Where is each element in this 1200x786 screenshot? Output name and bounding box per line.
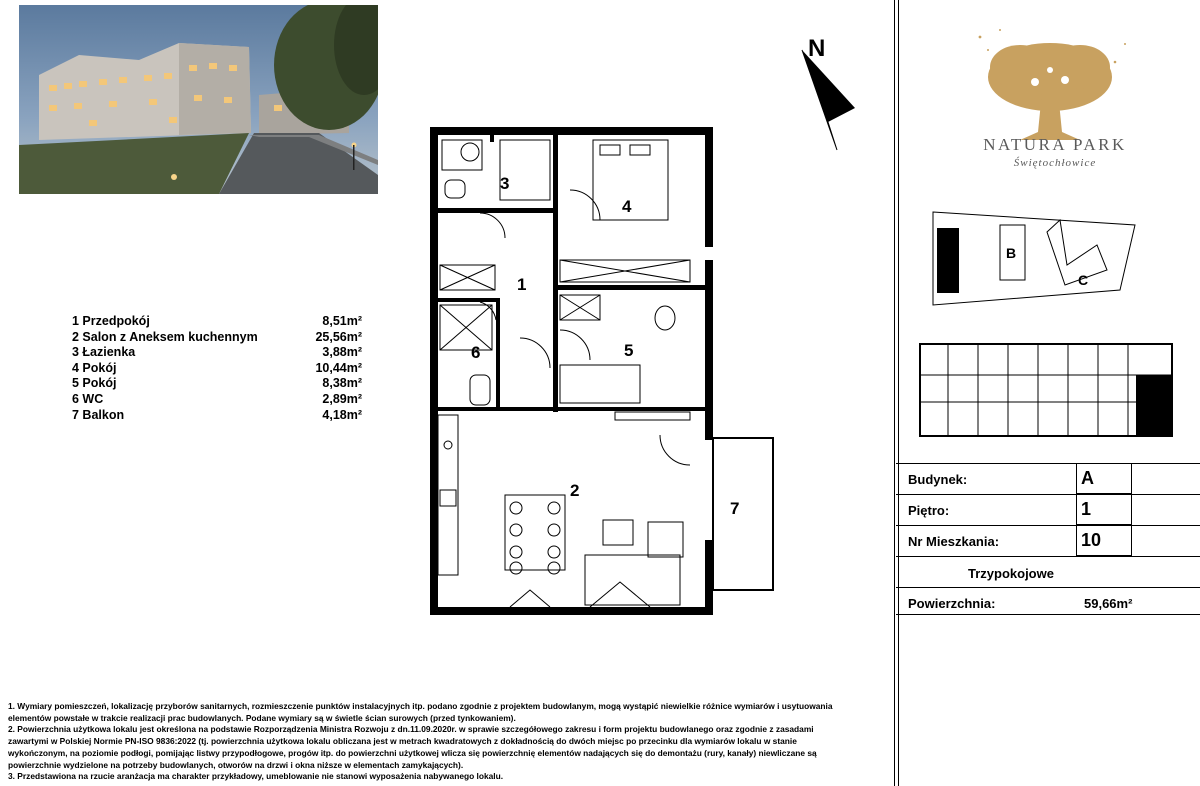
floor-label: Piętro: [908,503,950,518]
room-area: 25,56m² [315,329,362,344]
footnote-line: powierzchnie wydzielone na potrzeby budowlanych, otworów na drzwi i okna niższe w elementach zamykających). [8,759,464,770]
footnotes [8,701,858,783]
apartment-number-label: Nr Mieszkania: [908,534,1000,549]
room-row [72,314,362,330]
room-list [72,314,362,423]
footnote-line: 1. Wymiary pomieszczeń, lokalizację przyborów sanitarnych, rozmieszczenie punktów instalacyjnych itp. podano zgodnie z projektem budowlanym, mogą wystąpić niewielkie różnice wymiarów i usytuowania [8,701,833,711]
footnote-line: elementów powstałe w trakcie realizacji prac budowlanych. Podane wymiary są w świetle ścian surowych (przed tynkowaniem). [8,712,516,723]
brand-name: NATURA PARK [983,135,1127,154]
north-letter: N [808,35,826,62]
apartment-type-row [896,556,1200,587]
floor-row [896,494,1200,525]
apartment-type: Trzypokojowe [968,566,1054,581]
room-label: 6 [471,343,481,362]
room-area: 8,38m² [322,376,362,391]
building-c-label: C [1078,272,1089,288]
room-area: 3,88m² [322,345,362,360]
room-row [72,330,362,346]
room-row [72,392,362,408]
footnote-line: wykończonym, na poziomie podłogi, pomijając listwy przypodłogowe, progów itp. do powierzchni użytkowej wlicza się powierzchnię elementów nadających się do demontażu (rury, kanały) niewliczane są [8,747,817,758]
building-visualization-image [19,5,378,194]
room-name: 7 Balkon [72,407,125,422]
total-area-value: 59,66m² [1084,596,1133,611]
site-map [925,210,1145,310]
footnote-line: 3. Przedstawiona na rzucie aranżacja ma charakter przykładowy, umeblowanie nie stanowi wyposażenia nabywanego lokalu. [8,771,504,782]
room-label: 4 [622,197,632,216]
room-area: 2,89m² [322,391,362,406]
room-label: 7 [730,499,740,518]
floor-plan [420,120,800,620]
room-name: 4 Pokój [72,360,117,375]
room-name: 1 Przedpokój [72,314,150,328]
room-row [72,376,362,392]
room-row [72,345,362,361]
room-row [72,408,362,424]
room-area: 10,44m² [315,360,362,375]
apartment-number-row [896,525,1200,556]
room-label: 1 [517,275,527,294]
room-label: 5 [624,341,634,360]
room-label: 3 [500,174,510,193]
balcony-outline [713,438,773,590]
room-name: 2 Salon z Aneksem kuchennym [72,329,258,344]
right-panel-divider-right [898,0,899,786]
total-area-label: Powierzchnia: [908,596,996,611]
floor-value: 1 [1081,499,1092,519]
apartment-number-value: 10 [1081,530,1102,550]
plan-walls [430,127,713,615]
brand-location: Świętochłowice [1013,157,1097,169]
total-area-row [896,587,1200,615]
building-value: A [1081,468,1094,488]
north-arrow-icon [790,30,865,155]
room-label: 2 [570,481,580,500]
room-name: 3 Łazienka [72,345,136,360]
room-name: 5 Pokój [72,376,117,391]
footnote-line: 2. Powierzchnia użytkowa lokalu jest określona na podstawie Rozporządzenia Ministra Rozwoju z dn.11.09.2020r. w sprawie szczegółowego zakresu i form projektu budowlanego oraz zgodnie z zasadami [8,724,814,735]
building-row [896,463,1200,494]
room-name: 6 WC [72,391,104,406]
room-row [72,361,362,377]
room-area: 8,51m² [322,314,362,328]
room-area: 4,18m² [322,407,362,422]
building-label: Budynek: [908,472,968,487]
building-floor-map [918,342,1183,442]
right-panel-divider-left [894,0,895,786]
footnote-line: zawartymi w Polskiej Normie PN-ISO 9836:2022 (tj. powierzchnia użytkowa lokalu obliczana jest w metrach kwadratowych z dokładnością do dwóch miejsc po przecinku dla wymiarów lokalu w stanie [8,736,797,747]
building-b-label: B [1006,245,1017,261]
